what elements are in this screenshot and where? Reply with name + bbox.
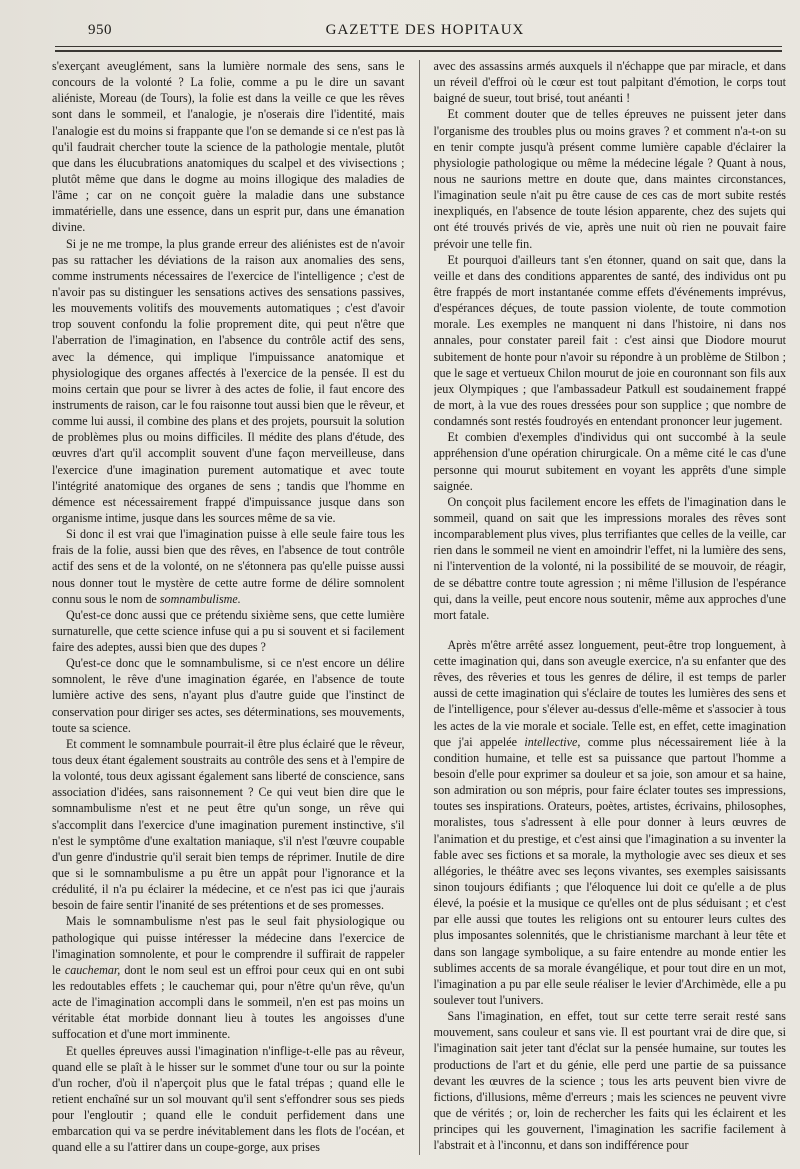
page-header: [50, 22, 780, 44]
paragraph-text: dont le nom seul est un effroi pour ceux qui en ont subi les redoutables effets ; le cauchemar qui, pour n'être qu'un rêve, qu'un acte de l'imagination accompli dans le sommeil, n'en est pas moins un véritable état morbide donnant lieu à toutes les angoisses d'une suffocation et d'une mort imminente.: [52, 962, 405, 1042]
paragraph: Et combien d'exemples d'individus qui ont succombé à la seule appréhension d'une opération chirurgicale. On a même cité le cas d'une personne qui mourut subitement en voyant les apprêts d'une simple saignée.: [433, 430, 786, 493]
paragraph: [434, 637, 787, 1008]
page-number: 950: [88, 22, 112, 38]
paragraph: Et comment le somnambule pourrait-il être plus éclairé que le rêveur, tous deux étant également soustraits au contrôle des sens et à l'empire de la volonté, tous deux agissant également sans liberté de conscience, sans association d'idées, sans raisonnement ? Ce qui veut bien dire que le somnambulisme n'est et ne peut être qu'un songe, un rêve qui s'accomplit dans l'exercice d'une imagination purement instinctive, s'il n'est le symptôme d'une exaltation maniaque, s'il n'est l'œuvre coupable d'un genre d'industrie qu'il serait bien temps de réprimer. Inutile de dire que si le somnambulisme a pu être un appât pour l'ignorance et la crédulité, il n'a pu éclairer la médecine, et ce n'est pas ici que j'aurais besoin de faire sentir l'inanité de ses prétentions et de ses promesses.: [52, 736, 405, 913]
paragraph-text: Après m'être arrêté assez longuement, peut-être trop longuement, à cette imagination qui, dans son aveugle exercice, n'a su enfanter que des rêves, des rêveries et tous les genres de délire, il est temps de parler aussi de cette imagination qui s'éclaire de toutes les lumières des sens et de l'intelligence, pour s'élever au-dessus d'elle-même et s'associer à tous les actes de la vie morale et sociale. Telle est, en effet, cette imagination que j'ai appelée: [433, 637, 786, 749]
italic-term-cauchemar: cauchemar,: [64, 962, 121, 977]
paragraph: s'exerçant aveuglément, sans la lumière normale des sens, sans le concours de la volonté ? La folie, comme a pu le dire un savant aliéniste, Moreau (de Tours), la folie est dans la veille ce que les rêves sont dans le sommeil, et l'analogie, je n'oserais dire l'identité, mais l'analogie est du moins si frappante que l'on se demande si ce n'est pas là qu'il faudrait chercher toute la science de la pathologie mentale, plutôt que dans les élucubrations anatomiques du scalpel et des vivisections ; plutôt même que dans le dogme au moins illogique des maladies de l'âme ; car on ne conçoit guère la maladie dans une substance immatérielle, dans une essence, dans un esprit pur, dans une émanation divine.: [52, 59, 405, 235]
italic-term-intellective: intellective,: [524, 734, 581, 749]
paragraph: [52, 526, 405, 607]
header-rule-thick: [55, 50, 782, 52]
paragraph: [52, 913, 405, 1042]
paragraph: Et pourquoi d'ailleurs tant s'en étonner, quand on sait que, dans la veille et dans des conditions apparentes de santé, des individus ont pu être frappés de mort instantanée comme effets d'événements imprévus, d'espérances déçues, de toute passion violente, de toute commotion morale. Les exemples ne manquent ni dans l'histoire, ni dans nos annales, pour constater pareil fait : c'est ainsi que Diodore mourut subitement de honte pour n'avoir su répondre à un problème de Stilbon ; que le sage et vertueux Chilon mourut de joie en couronnant son fils aux jeux Olympiques ; que l'ambassadeur Patkull est soudainement frappé de mort, à la vue des roues dressées pour son supplice ; que nombre de condamnés sont restés foudroyés en entendant prononcer leur jugement.: [433, 252, 786, 429]
right-column: [434, 58, 787, 1155]
paragraph: On conçoit plus facilement encore les effets de l'imagination dans le sommeil, quand on sait que les impressions morales des rêves sont incomparablement plus vives, plus terrifiantes que celles de la veille, car rien dans le sommeil ne vient en amoindrir l'effet, ni la lumière des sens, ni l'intervention de la volonté, ni la possibilité de se mouvoir, de réagir, de se débattre contre toute agression ; ni même l'illusion de l'espérance qui, dans la veille, peut encore nous soutenir, même aux approches d'une mort fatale.: [433, 494, 786, 622]
left-column: [52, 58, 405, 1155]
paragraph: Sans l'imagination, en effet, tout sur cette terre serait resté sans mouvement, sans couleur et sans vie. Il est pourtant vrai de dire que, si l'imagination sait jeter tant d'éclat sur la pensée humaine, sur toutes les productions de l'art et du génie, elle perd une partie de sa puissance devant les œuvres de la science ; tous les arts peuvent bien vivre de fictions, d'illusions, même d'erreurs ; mais les sciences ne peuvent vivre que de vérités ; or, loin de rechercher les faits qui les éclairent et les principes qui les gouvernent, l'imagination les sacrifie facilement à l'abstrait et à l'inconnu, et dans son indifférence pour: [433, 1009, 786, 1153]
paragraph: Qu'est-ce donc aussi que ce prétendu sixième sens, que cette lumière surnaturelle, que cette science infuse qui a pu si souvent et si facilement faire des adeptes, aussi bien que des dupes ?: [52, 607, 405, 655]
italic-term-somnambulisme: somnambulisme.: [159, 591, 241, 606]
paragraph-text: Mais le somnambulisme n'est pas le seul fait physiologique ou pathologique qui puisse intéresser la médecine dans l'exercice de l'imagination somnolente, et pour le comprendre il suffirait de rappeler le: [52, 914, 405, 977]
paragraph-text: Si donc il est vrai que l'imagination puisse à elle seule faire tous les frais de la folie, aussi bien que des rêves, en l'absence de tout contrôle actif des sens et de la volonté, on ne s'étonnera pas qu'elle puisse aussi nous donner tout le mystère de cette autre forme de délire somnolent connu sous le nom de: [52, 527, 405, 606]
paragraph: Qu'est-ce donc que le somnambulisme, si ce n'est encore un délire somnolent, le rêve d'une imagination égarée, en l'absence de toute lumière active des sens, n'ayant plus d'autre guide que l'instinct de conservation pour diriger ses actes, ses déterminations, ses mouvements, toute sa science.: [52, 656, 405, 735]
column-divider: [419, 60, 420, 1155]
article-columns: [52, 58, 786, 1155]
paragraph-text: comme plus nécessairement liée à la condition humaine, et telle est sa puissance que partout l'homme a besoin d'elle pour exprimer sa douleur et sa joie, son amour et sa haine, son admiration ou son mépris, pour faire éclater toutes ses impressions, toutes ses inspirations. Orateurs, poètes, artistes, écrivains, philosophes, moralistes, tous s'adressent à elle pour donner à leurs œuvres de l'animation et du prestige, et c'est ainsi que l'imagination a su inventer la fable avec ses fictions et sa morale, la mythologie avec ses dieux et ses allégories, le théâtre avec ses leçons vivantes, ses exemples saisissants sinon toujours édifiants ; que l'éloquence lui doit ce qu'elle a de plus élevé, la poésie et la musique ce qu'elles ont de plus séduisant ; et c'est par elle aussi que toutes les religions ont su entourer leurs cultes des plus imposantes solennités, que le christianisme marchant à leur tête et dans son langage symbolique, a su faire entendre au monde entier les sublimes accents de sa morale évangélique, et pour tout dire en un mot, l'imagination a pu par elle seule réaliser le levier d'Archimède, elle a pu soulever tout l'univers.: [433, 734, 786, 1008]
paragraph: Si je ne me trompe, la plus grande erreur des aliénistes est de n'avoir pas su rattacher les déviations de la raison aux anomalies des sens, comme instruments nécessaires de l'exercice de l'intelligence ; c'est de n'avoir pas su distinguer les sensations actives des sensations passives, les mouvements volitifs des mouvements automatiques ; c'est d'avoir trop souvent confondu la folie proprement dite, qui peut n'être que l'aberration de l'imagination, en l'absence du contrôle actif des sens, avec la démence, qui implique l'impuissance anatomique et physiologique des organes affectés à l'exercice de la pensée. Il est du moins certain que pour se livrer à des actes de folie, il faut encore des instruments de raison, car le fou raisonne tout aussi bien que le rêveur, et comme lui aussi, il combine des plans et des projets, poursuit la solution de problèmes plus ou moins difficiles. Il médite des plans d'étude, des œuvres d'art qu'il accomplit souvent d'une façon merveilleuse, dans l'exercice d'une imagination purement automatique et avec toute l'intégrité anatomique des organes de sens ; tandis que l'homme en démence est nécessairement frappé d'impuissance jusque dans son organisme intime, jusque dans les sources même de sa vie.: [52, 236, 405, 525]
journal-title: GAZETTE DES HOPITAUX: [325, 22, 525, 38]
paragraph: Et quelles épreuves aussi l'imagination n'inflige-t-elle pas au rêveur, quand elle se plaît à le hisser sur le sommet d'une tour ou sur la pointe d'un rocher, d'où il n'aperçoit plus que le fatal trépas ; quand elle le retient enchaîné sur un sol mouvant qu'il sent s'effondrer sous ses pieds pour l'engloutir ; quand elle le conduit perfidement dans une embarcation qui va se perdre inévitablement dans les flots de l'océan, et quand elle a su l'attirer dans un coupe-gorge, aux prises: [52, 1043, 405, 1155]
paragraph: Et comment douter que de telles épreuves ne puissent jeter dans l'organisme des troubles plus ou moins graves ? et comment n'a-t-on su en tenir compte jusqu'à présent comme lumière capable d'éclairer la physiologie pathologique ou même la médecine légale ? Quant à nous, nous ne saurions mettre en doute que, dans maintes circonstances, l'imagination seule n'ait pu être cause de ces cas de mort subite restés inexpliqués, en l'absence de toute lésion apparente, chez des sujets qui ont été trouvés privés de vie, après une nuit où rien ne pouvait faire prévoir une telle fin.: [433, 107, 786, 251]
header-rule-thin: [55, 46, 782, 47]
paragraph: avec des assassins armés auxquels il n'échappe que par miracle, et dans un réveil d'effroi où le cœur est tout palpitant d'émotion, le corps tout baigné de sueur, tout brisé, tout anéanti !: [433, 59, 786, 106]
